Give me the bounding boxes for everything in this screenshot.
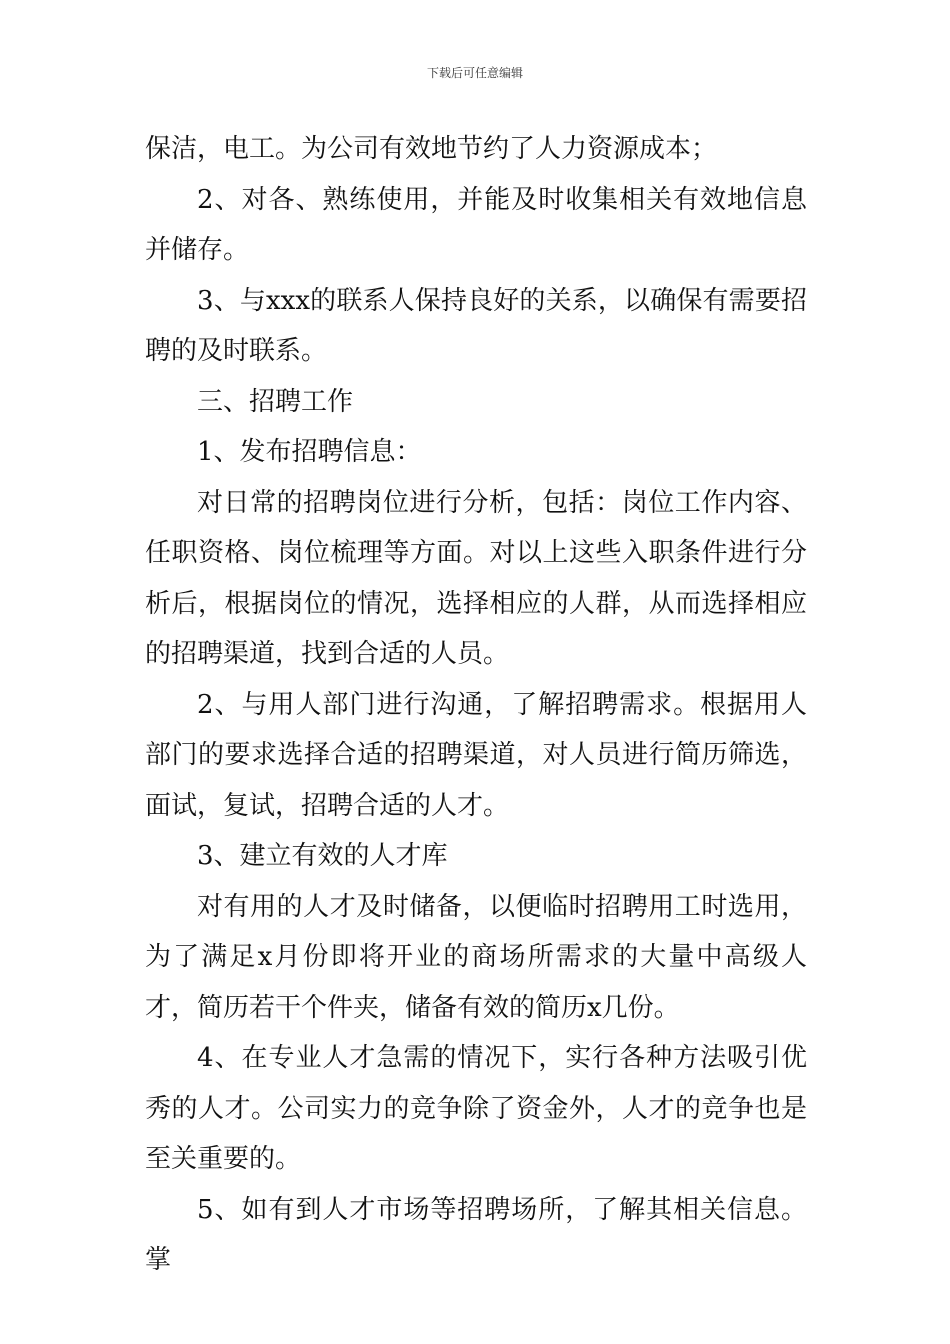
paragraph-3: 3、与xxx的联系人保持良好的关系，以确保有需要招聘的及时联系。 xyxy=(145,285,807,366)
paragraph-job-analysis: 对日常的招聘岗位进行分析，包括：岗位工作内容、任职资格、岗位梳理等方面。对以上这些入职条件进行分析后，根据岗位的情况，选择相应的人群，从而选择相应的招聘渠道，找到合适的人员。 xyxy=(145,487,807,669)
page-header: 下载后可任意编辑 xyxy=(426,66,523,80)
paragraph-talent-reserve: 对有用的人才及时储备，以便临时招聘用工时选用，为了满足x月份即将开业的商场所需求的大量中高级人才，简历若干个件夹，储备有效的简历x几份。 xyxy=(145,891,807,1023)
paragraph-talent-market: 5、如有到人才市场等招聘场所，了解其相关信息。掌 xyxy=(145,1194,807,1275)
section-heading-recruitment: 三、招聘工作 xyxy=(197,386,354,417)
paragraph-department-communication: 2、与用人部门进行沟通，了解招聘需求。根据用人部门的要求选择合适的招聘渠道，对人员进行简历筛选，面试，复试，招聘合适的人才。 xyxy=(145,689,807,821)
subheading-talent-pool: 3、建立有效的人才库 xyxy=(197,841,448,871)
paragraph-1: 保洁，电工。为公司有效地节约了人力资源成本； xyxy=(145,134,718,164)
paragraph-attract-talent: 4、在专业人才急需的情况下，实行各种方法吸引优秀的人才。公司实力的竞争除了资金外，人才的竞争也是至关重要的。 xyxy=(145,1043,807,1174)
document-body xyxy=(145,124,807,1286)
subheading-publish-info: 1、发布招聘信息： xyxy=(197,437,422,467)
paragraph-2: 2、对各、熟练使用，并能及时收集相关有效地信息并储存。 xyxy=(145,184,807,265)
